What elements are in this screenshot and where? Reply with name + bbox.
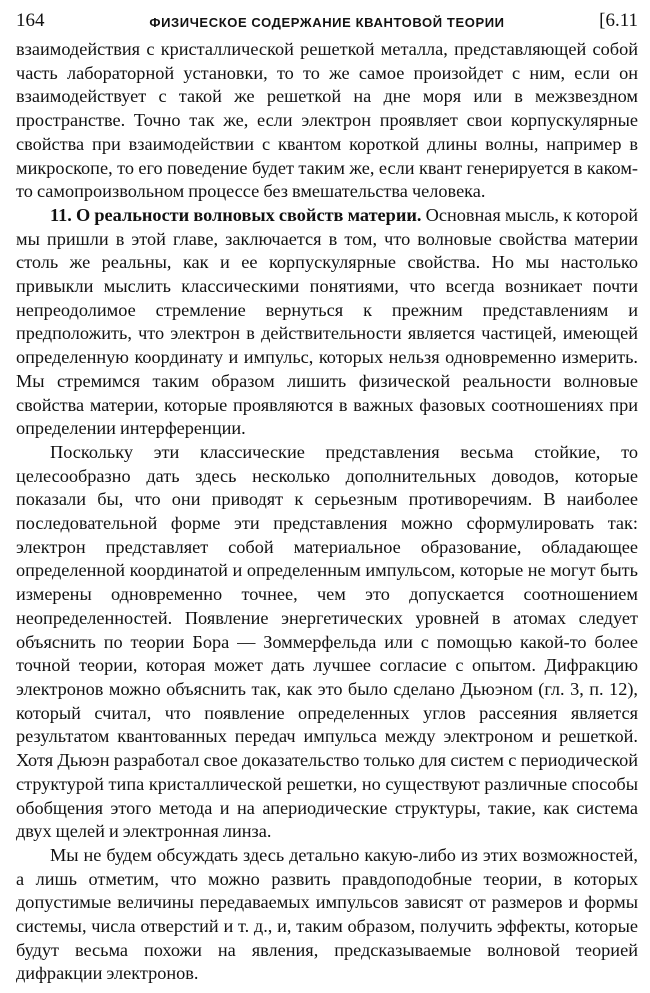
- section-heading: 11. О реальности волновых свойств материи.: [50, 204, 422, 225]
- paragraph-classical-ideas: Поскольку эти классические представления весьма стойкие, то целесообразно дать здесь несколько дополнительных доводов, которые показали бы, что они приводят к серьезным противоречиям. В наиболее последовательной форме эти представления можно сформулировать так: электрон представляет собой материальное образование, обладающее определенной координатой и определенным импульсом, которые не могут быть измерены одновременно точнее, чем это допускается соотношением неопределенностей. Появление энергетических уровней в атомах следует объяснить по теории Бора — Зоммерфельда или с помощью какой-то более точной теории, которая может дать лучшее согласие с опытом. Дифракцию электронов можно объяснить так, как это было сделано Дьюэном (гл. 3, п. 12), который считал, что появление определенных углов рассеяния является результатом квантованных передач импульса между электроном и решеткой. Хотя Дьюэн разработал свое доказательство только для систем с периодической структурой типа кристаллической решетки, но существуют различные способы обобщения этого метода и на апериодические структуры, такие, как система двух щелей и электронная линза.: [16, 441, 638, 842]
- page-number: 164: [16, 10, 45, 31]
- running-header: [16, 8, 638, 38]
- paragraph-body: Основная мысль, к которой мы пришли в этой главе, заключается в том, что волновые свойства материи столь же реальны, как и ее корпускулярные свойства. Но мы настолько привыкли мыслить классическими понятиями, что всегда возникает почти непреодолимое стремление вернуться к прежним представлениям и предположить, что электрон в действительности является частицей, имеющей определенную координату и импульс, которых нельзя одновременно измерить. Мы стремимся таким образом лишить физической реальности волновые свойства материи, которые проявляются в важных фазовых соотношениях при определении интерференции.: [16, 204, 638, 439]
- paragraph-continued: взаимодействия с кристаллической решеткой металла, представляющей собой часть лабораторной установки, то то же самое произойдет с ним, если он взаимодействует с такой же решеткой на дне моря или в межзвездном пространстве. Точно так же, если электрон проявляет свои корпускулярные свойства при взаимодействии с квантом короткой длины волны, например в микроскопе, то его поведение будет таким же, если квант генерируется в каком-то самопроизвольном процессе без вмешательства человека.: [16, 39, 638, 202]
- book-page: [16, 8, 638, 986]
- running-title: ФИЗИЧЕСКОЕ СОДЕРЖАНИЕ КВАНТОВОЙ ТЕОРИИ: [149, 15, 505, 30]
- section-reference: [6.11: [599, 10, 638, 31]
- paragraph-section-11: [16, 204, 638, 441]
- paragraph-possibilities: Мы не будем обсуждать здесь детально какую-либо из этих возможностей, а лишь отметим, что можно развить правдоподобные теории, в которых допустимые величины передаваемых импульсов зависят от размеров и формы системы, числа отверстий и т. д., и, таким образом, получить эффекты, которые будут весьма похожи на явления, предсказываемые волновой теорией дифракции электронов.: [16, 844, 638, 984]
